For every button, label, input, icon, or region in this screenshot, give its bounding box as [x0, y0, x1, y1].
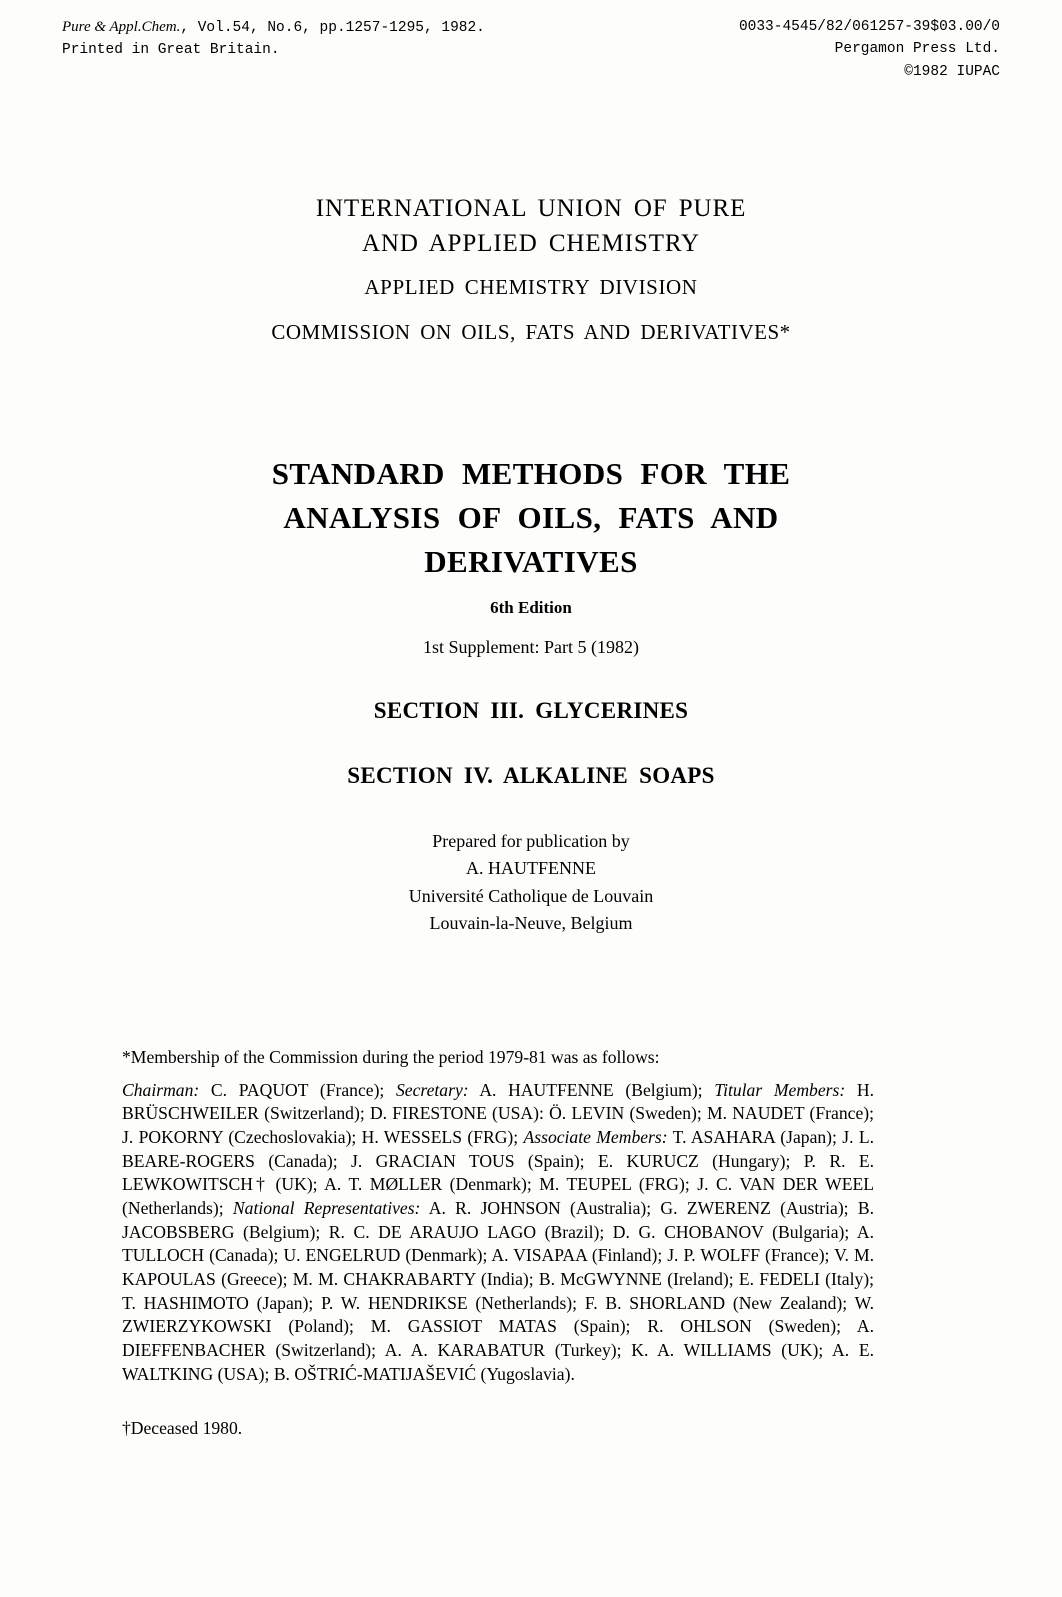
edition-label: 6th Edition — [490, 598, 572, 617]
membership-list: Chairman: C. PAQUOT (France); Secretary: A. HAUTFENNE (Belgium); Titular Members: H. BRÜSCHWEILER (Switzerland); D. FIRESTONE (USA): Ö. LEVIN (Sweden); M. NAUDET (France); J. POKORNY (Czechoslovakia); H. WESSELS (FRG); Associate Members: T. ASAHARA (Japan); J. L. BEARE-ROGERS (Canada); J. GRACIAN TOUS (Spain); E. KURUCZ (Hungary); P. R. E. LEWKOWITSCH† (UK); A. T. MØLLER (Denmark); M. TEUPEL (FRG); J. C. VAN DER WEEL (Netherlands); National Representatives: A. R. JOHNSON (Australia); G. ZWERENZ (Austria); B. JACOBSBERG (Belgium); R. C. DE ARAUJO LAGO (Brazil); D. G. CHOBANOV (Bulgaria); A. TULLOCH (Canada); U. ENGELRUD (Denmark); A. VISAPAA (Finland); J. P. WOLFF (France); V. M. KAPOULAS (Greece); M. M. CHAKRABARTY (India); B. McGWYNNE (Ireland); E. FEDELI (Italy); T. HASHIMOTO (Japan); P. W. HENDRIKSE (Netherlands); F. B. SHORLAND (New Zealand); W. ZWIERZYKOWSKI (Poland); M. GASSIOT MATAS (Spain); R. OHLSON (Sweden); A. DIEFFENBACHER (Switzerland); A. A. KARABATUR (Turkey); K. A. WILLIAMS (UK); A. E. WALTKING (USA); B. OŠTRIĆ-MATIJAŠEVIĆ (Yugoslavia). — [122, 1079, 874, 1384]
page-title-line-3: DERIVATIVES — [424, 544, 638, 580]
journal-citation — [62, 16, 485, 39]
publisher: Pergamon Press Ltd. — [834, 41, 1000, 58]
supplement-label: 1st Supplement: Part 5 (1982) — [423, 637, 639, 657]
membership-footnote — [122, 1046, 874, 1386]
copyright: ©1982 IUPAC — [904, 63, 1000, 80]
commission-name: COMMISSION ON OILS, FATS AND DERIVATIVES* — [271, 320, 791, 344]
section-heading-iv: SECTION IV. ALKALINE SOAPS — [347, 763, 715, 788]
header-right-block — [739, 16, 1000, 83]
footnote-intro: *Membership of the Commission during the period 1979-81 was as follows: — [122, 1047, 660, 1067]
page-title-line-1: STANDARD METHODS FOR THE — [271, 456, 791, 491]
page-title-line-2: ANALYSIS OF OILS, FATS AND — [283, 500, 779, 536]
division-name: APPLIED CHEMISTRY DIVISION — [364, 275, 698, 299]
header-left-block — [62, 16, 485, 83]
publication-credit — [0, 828, 1062, 937]
journal-citation-rest: , Vol.54, No.6, pp.1257-1295, 1982. — [180, 20, 485, 36]
affiliation-line-2: Louvain-la-Neuve, Belgium — [429, 913, 633, 934]
organization-name — [0, 192, 1062, 261]
page-title — [0, 452, 1062, 584]
page-header — [62, 16, 1000, 83]
print-location: Printed in Great Britain. — [62, 42, 280, 59]
affiliation-line-1: Université Catholique de Louvain — [408, 885, 654, 906]
prepared-for-label: Prepared for publication by — [432, 831, 630, 851]
journal-name: Pure & Appl.Chem. — [62, 19, 181, 35]
organization-line-2: AND APPLIED CHEMISTRY — [361, 229, 701, 257]
organization-line-1: INTERNATIONAL UNION OF PURE — [315, 195, 747, 222]
deceased-note: †Deceased 1980. — [122, 1418, 243, 1438]
author-name: A. HAUTFENNE — [466, 858, 596, 879]
issn-code: 0033-4545/82/061257-39$03.00/0 — [738, 19, 1000, 35]
section-heading-iii: SECTION III. GLYCERINES — [373, 698, 689, 723]
